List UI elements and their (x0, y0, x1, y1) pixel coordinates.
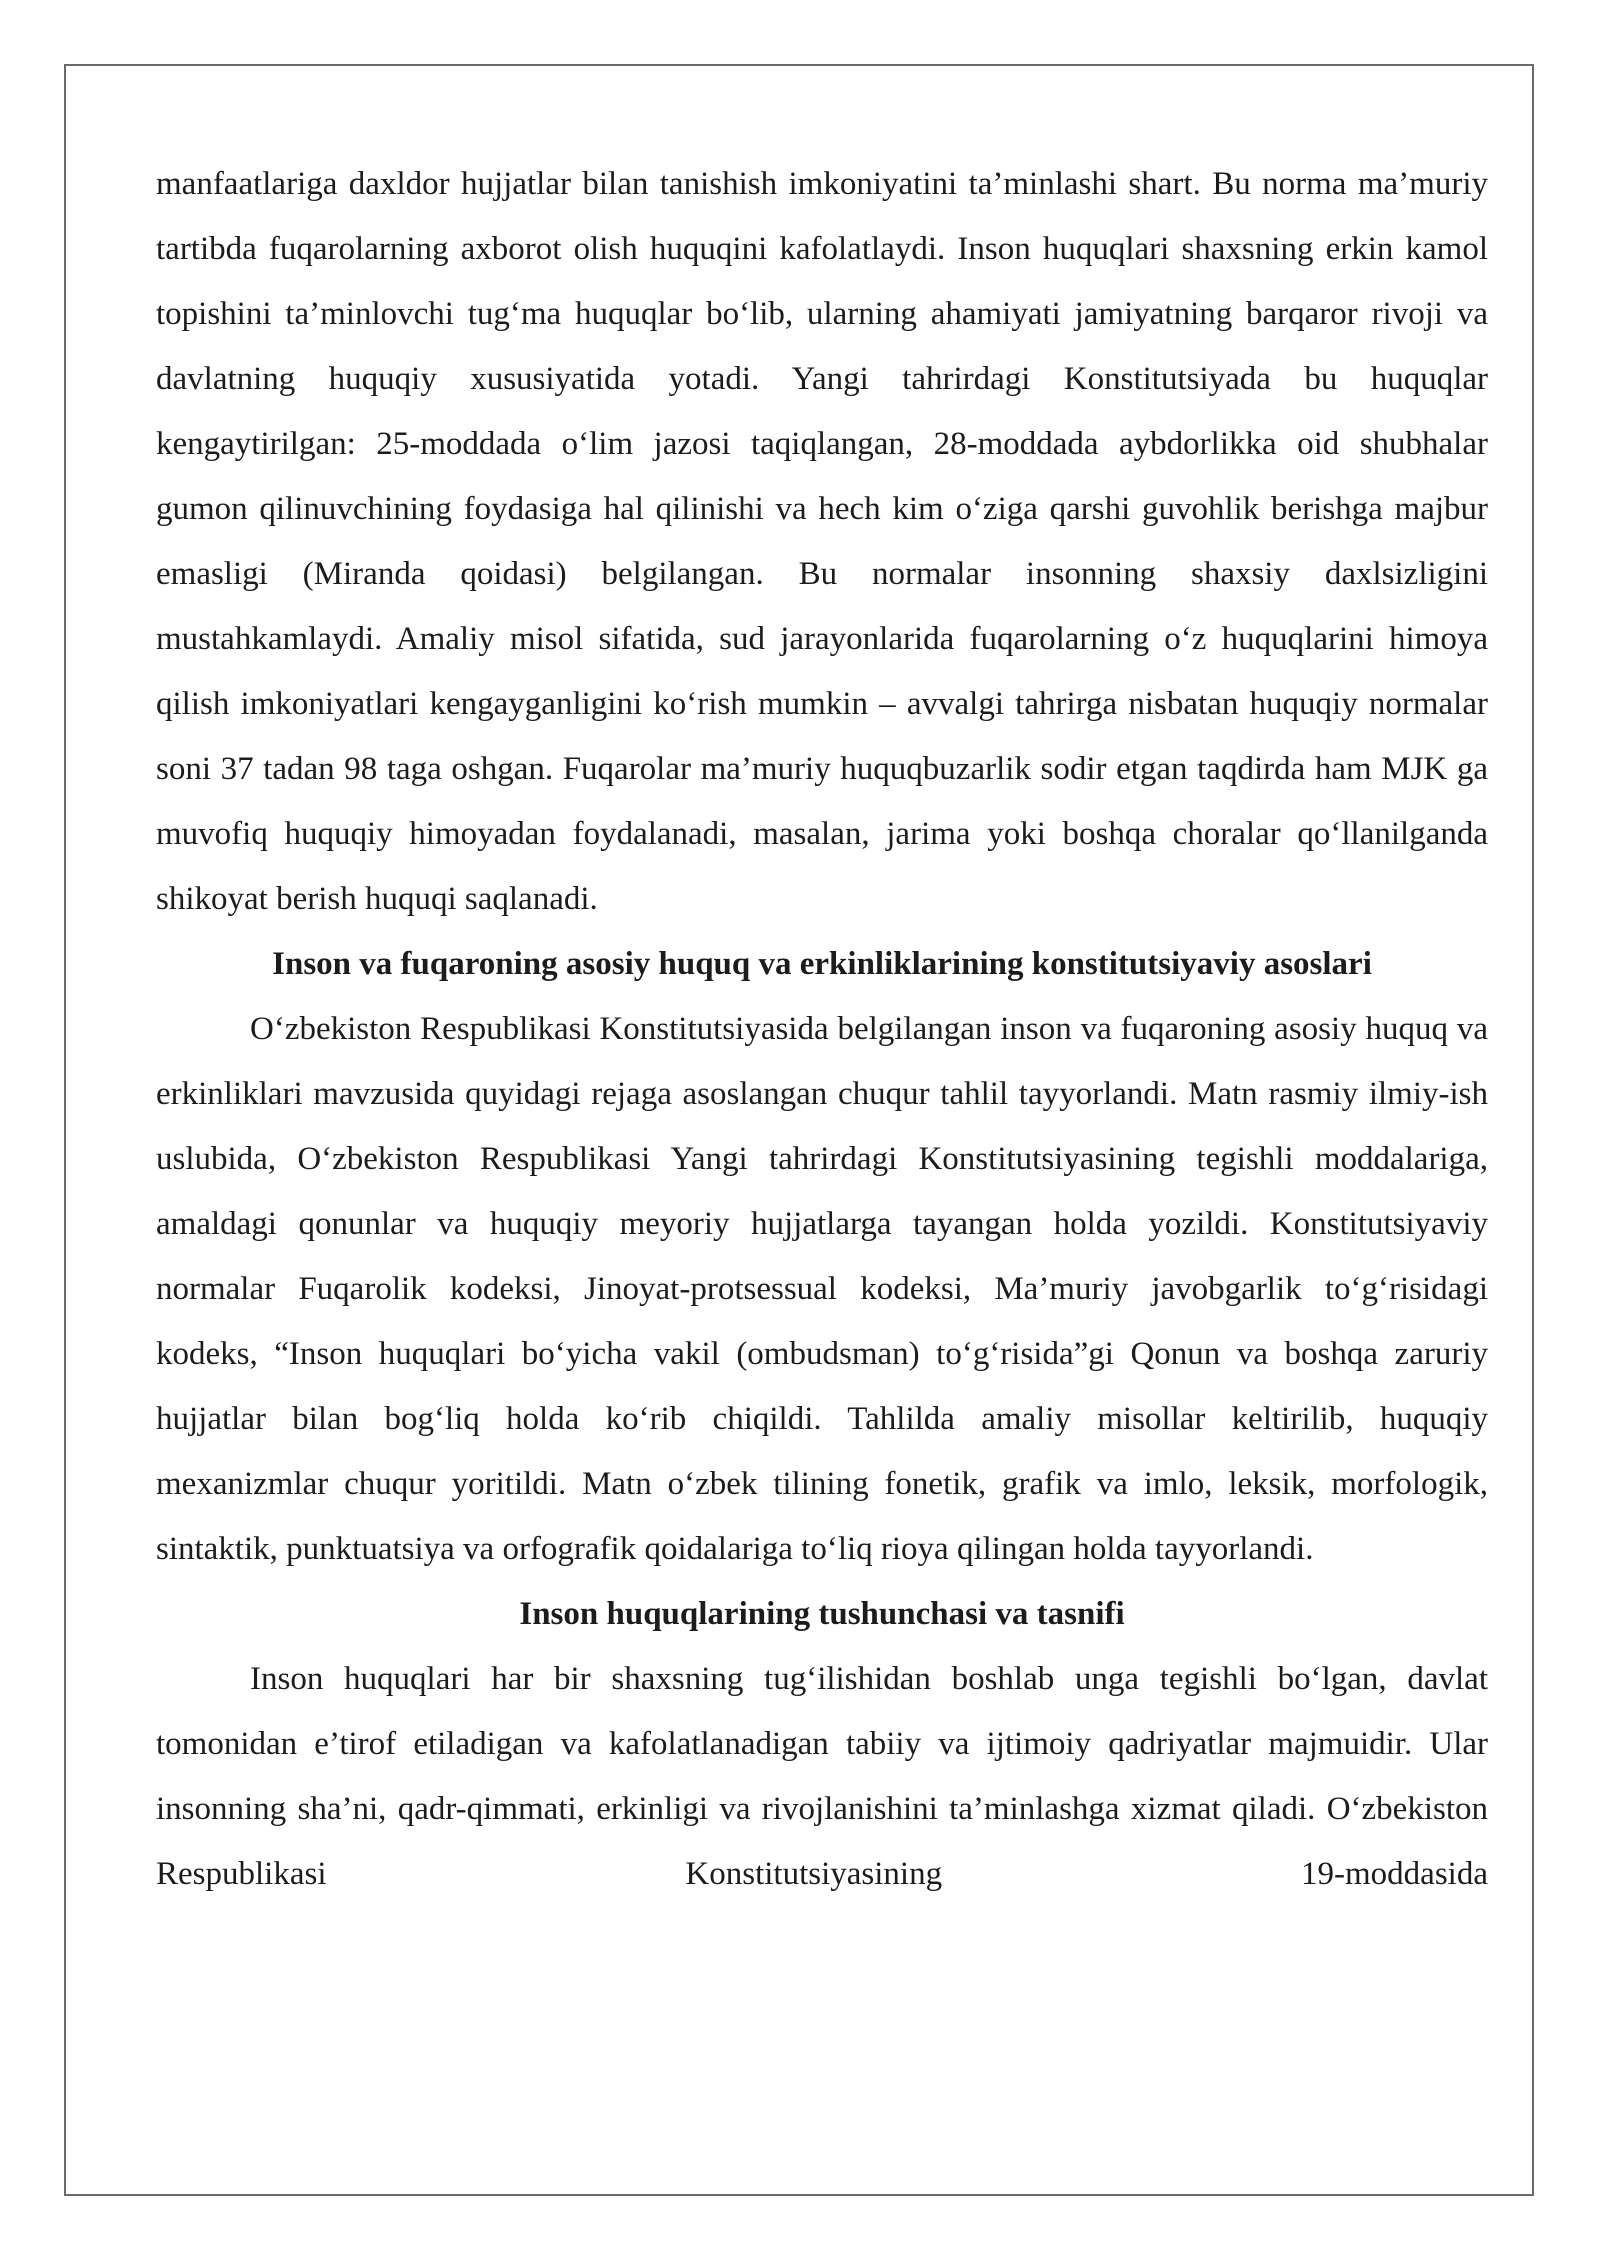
section-heading-concept-and-classification: Inson huquqlarining tushunchasi va tasnifi (519, 1596, 1125, 1632)
body-paragraph-1: manfaatlariga daxldor hujjatlar bilan tanishish imkoniyatini ta’minlashi shart. Bu norma ma’muriy tartibda fuqarolarning axborot olish huquqini kafolatlaydi. Inson huquqlari shaxsning erkin kamol topishini ta’minlovchi tug‘ma huquqlar bo‘lib, ularning ahamiyati jamiyatning barqaror rivoji va davlatning huquqiy xususiyatida yotadi. Yangi tahrirdagi Konstitutsiyada bu huquqlar kengaytirilgan: 25-moddada o‘lim jazosi taqiqlangan, 28-moddada aybdorlikka oid shubhalar gumon qilinuvchining foydasiga hal qilinishi va hech kim o‘ziga qarshi guvohlik berishga majbur emasligi (Miranda qoidasi) belgilangan. Bu normalar insonning shaxsiy daxlsizligini mustahkamlaydi. Amaliy misol sifatida, sud jarayonlarida fuqarolarning o‘z huquqlarini himoya qilish imkoniyatlari kengayganligini ko‘rish mumkin – avvalgi tahrirga nisbatan huquqiy normalar soni 37 tadan 98 taga oshgan. Fuqarolar ma’muriy huquqbuzarlik sodir etgan taqdirda ham MJK ga muvofiq huquqiy himoyadan foydalanadi, masalan, jarima yoki boshqa choralar qo‘llanilganda shikoyat berish huquqi saqlanadi. (156, 166, 1488, 917)
section-heading-constitutional-foundations: Inson va fuqaroning asosiy huquq va erkinliklarining konstitutsiyaviy asoslari (272, 946, 1372, 982)
body-paragraph-2: O‘zbekiston Respublikasi Konstitutsiyasida belgilangan inson va fuqaroning asosiy huquq va erkinliklari mavzusida quyidagi rejaga asoslangan chuqur tahlil tayyorlandi. Matn rasmiy ilmiy-ish uslubida, O‘zbekiston Respublikasi Yangi tahrirdagi Konstitutsiyasining tegishli moddalariga, amaldagi qonunlar va huquqiy meyoriy hujjatlarga tayangan holda yozildi. Konstitutsiyaviy normalar Fuqarolik kodeksi, Jinoyat-protsessual kodeksi, Ma’muriy javobgarlik to‘g‘risidagi kodeks, “Inson huquqlari bo‘yicha vakil (ombudsman) to‘g‘risida”gi Qonun va boshqa zaruriy hujjatlar bilan bog‘liq holda ko‘rib chiqildi. Tahlilda amaliy misollar keltirilib, huquqiy mexanizmlar chuqur yoritildi. Matn o‘zbek tilining fonetik, grafik va imlo, leksik, morfologik, sintaktik, punktuatsiya va orfografik qoidalariga to‘liq rioya qilingan holda tayyorlandi. (156, 1011, 1488, 1567)
document-body (156, 152, 1488, 1907)
document-page (64, 64, 1534, 2196)
body-paragraph-3: Inson huquqlari har bir shaxsning tug‘ilishidan boshlab unga tegishli bo‘lgan, davlat tomonidan e’tirof etiladigan va kafolatlanadigan tabiiy va ijtimoiy qadriyatlar majmuidir. Ular insonning sha’ni, qadr-qimmati, erkinligi va rivojlanishini ta’minlashga xizmat qiladi. O‘zbekiston Respublikasi Konstitutsiyasining 19-moddasida (156, 1661, 1488, 1892)
